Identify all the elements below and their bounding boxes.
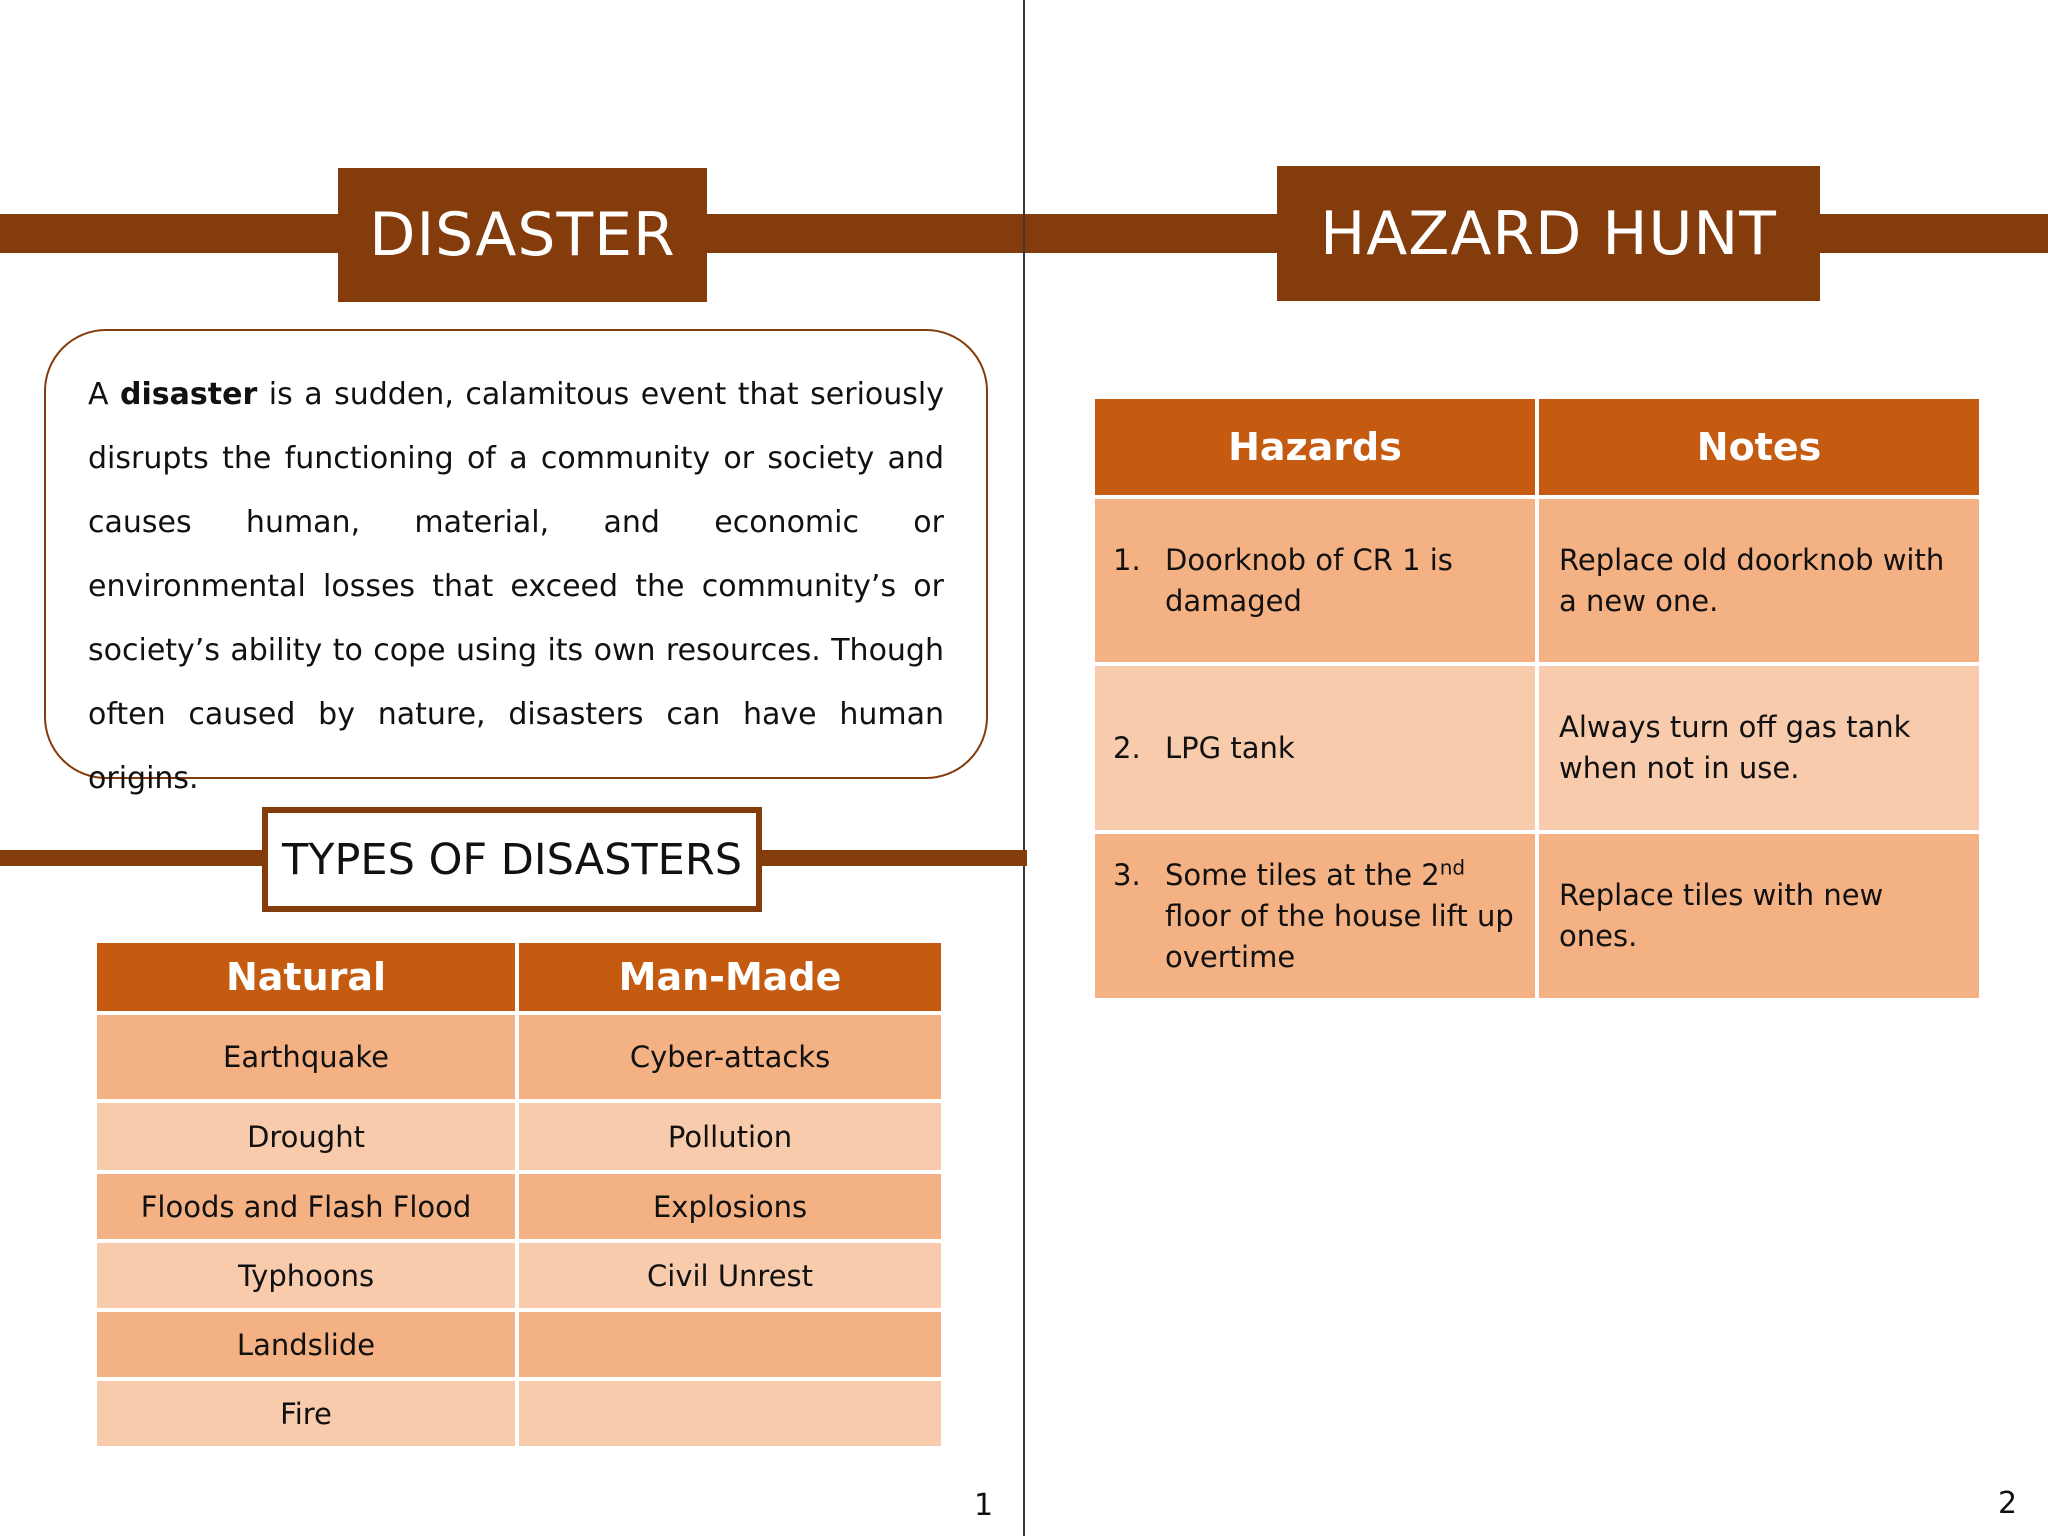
man-made-cell: Cyber-attacks (519, 1015, 941, 1099)
hazard-cell (1095, 834, 1535, 998)
hazard-text: LPG tank (1165, 730, 1295, 765)
hazard-cell (1095, 499, 1535, 662)
page-title-disaster: DISASTER (338, 168, 707, 302)
ordinal-suffix: nd (1439, 854, 1466, 879)
note-cell: Replace tiles with new ones. (1539, 834, 1979, 998)
man-made-cell: Civil Unrest (519, 1243, 941, 1308)
natural-cell: Typhoons (97, 1243, 515, 1308)
table-row (1095, 499, 1979, 662)
hazard-text-pre: Some tiles at the 2 (1165, 857, 1440, 892)
natural-cell: Floods and Flash Flood (97, 1174, 515, 1239)
table-row (1095, 666, 1979, 830)
definition-body: is a sudden, calamitous event that seriously disrupts the functioning of a community or society and causes human, material, and economic or environmental losses that exceed the community’s or society’s ability to cope using its own resources. Though often caused by nature, disasters can have human origins. (88, 377, 944, 796)
header-man-made: Man-Made (519, 943, 941, 1011)
definition-box (44, 329, 988, 796)
hazard-number: 1. (1113, 542, 1141, 577)
definition-term: disaster (120, 377, 258, 412)
header-notes: Notes (1539, 399, 1979, 495)
table-row (97, 1381, 941, 1446)
hazard-number: 2. (1113, 730, 1141, 765)
definition-text (88, 363, 944, 811)
header-hazards: Hazards (1095, 399, 1535, 495)
types-of-disasters-table (93, 939, 945, 1450)
natural-cell: Earthquake (97, 1015, 515, 1099)
note-cell: Replace old doorknob with a new one. (1539, 499, 1979, 662)
man-made-cell: Explosions (519, 1174, 941, 1239)
types-of-disasters-title: TYPES OF DISASTERS (262, 807, 762, 912)
table-row (1095, 834, 1979, 998)
hazard-hunt-table (1091, 395, 1983, 1002)
man-made-cell (519, 1381, 941, 1446)
natural-cell: Drought (97, 1103, 515, 1170)
table-row (97, 1174, 941, 1239)
natural-cell: Fire (97, 1381, 515, 1446)
hazard-text-post: floor of the house lift up overtime (1165, 898, 1514, 974)
table-row (97, 1103, 941, 1170)
header-natural: Natural (97, 943, 515, 1011)
hazard-number: 3. (1113, 857, 1141, 892)
hazard-text (1165, 855, 1521, 978)
definition-lead: A (88, 377, 109, 412)
note-cell: Always turn off gas tank when not in use. (1539, 666, 1979, 830)
table-row (97, 1312, 941, 1377)
table-row (97, 1243, 941, 1308)
man-made-cell (519, 1312, 941, 1377)
man-made-cell: Pollution (519, 1103, 941, 1170)
hazard-text: Doorknob of CR 1 is damaged (1165, 542, 1453, 618)
page-title-hazard-hunt: HAZARD HUNT (1277, 166, 1820, 301)
page-number-left: 1 (974, 1488, 994, 1523)
hazard-cell (1095, 666, 1535, 830)
page-number-right: 2 (1998, 1486, 2018, 1521)
table-row (97, 1015, 941, 1099)
natural-cell: Landslide (97, 1312, 515, 1377)
